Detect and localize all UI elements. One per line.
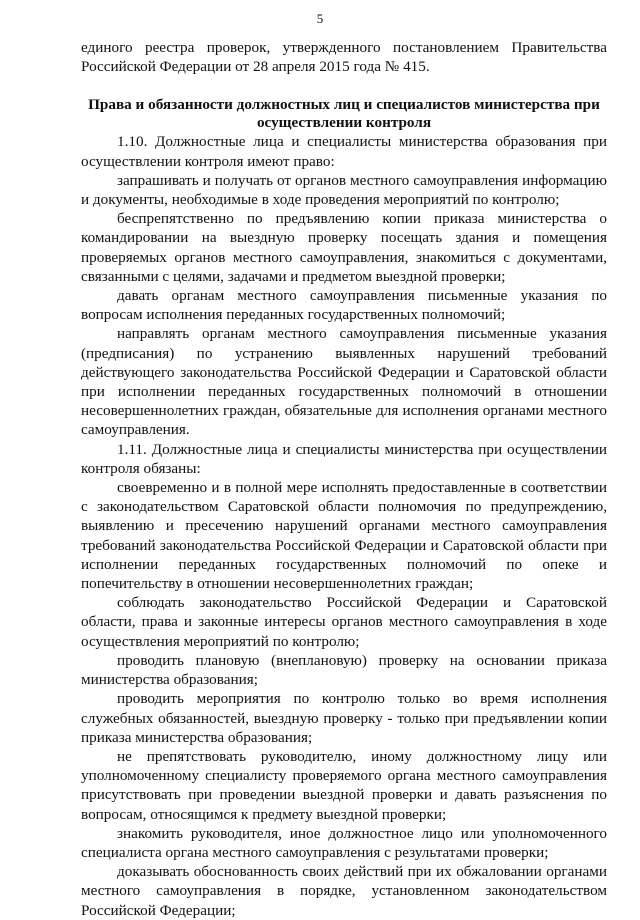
page-number: 5 [316, 11, 324, 26]
section-title: Права и обязанности должностных лиц и специалистов министерства при осуществлении контроля [88, 96, 600, 132]
duties-item: своевременно и в полной мере исполнять предоставленные в соответствии с законодательством Саратовской области полномочия по предупреждению, выявлению и пресечению нарушений органами местного самоуправления требований законодательства Российской Федерации и Саратовской области при исполнении переданных государственных полномочий по опеке и попечительству в отношении несовершеннолетних граждан; [81, 479, 607, 593]
duties-item: знакомить руководителя, иное должностное лицо или уполномоченного специалиста органа местного самоуправления с результатами проверки; [81, 824, 607, 861]
duties-heading: 1.11. Должностные лица и специалисты министерства при осуществлении контроля обязаны: [81, 440, 607, 477]
rights-heading: 1.10. Должностные лица и специалисты министерства образования при осуществлении контроля имеют право: [81, 133, 607, 170]
duties-item: соблюдать законодательство Российской Федерации и Саратовской области, права и законные интересы органов местного самоуправления в ходе осуществления мероприятий по контролю; [81, 594, 607, 650]
intro-paragraph: единого реестра проверок, утвержденного постановлением Правительства Российской Федерации от 28 апреля 2015 года № 415. [81, 39, 607, 76]
duties-item: не препятствовать руководителю, иному должностному лицу или уполномоченному специалисту проверяемого органа местного самоуправления присутствовать при проведении выездной проверки и давать разъяснения по вопросам, относящимся к предмету выездной проверки; [81, 747, 607, 823]
duties-item: проводить плановую (внеплановую) проверку на основании приказа министерства образования; [81, 651, 607, 689]
rights-item: запрашивать и получать от органов местного самоуправления информацию и документы, необходимые в ходе проведения мероприятий по контролю; [81, 171, 607, 209]
rights-item: беспрепятственно по предъявлению копии приказа министерства о командировании на выездную проверку посещать здания и помещения проверяемых органов местного самоуправления, знакомиться с документами, связанными с целями, задачами и предметом выездной проверки; [81, 210, 607, 285]
document-body [81, 38, 607, 920]
duties-item: доказывать обоснованность своих действий при их обжаловании органами местного самоуправления в порядке, установленном законодательством Российской Федерации; [81, 863, 607, 919]
rights-item: направлять органам местного самоуправления письменные указания (предписания) по устранению выявленных нарушений требований действующего законодательства Российской Федерации и Саратовской области при исполнении переданных государственных полномочий в отношении несовершеннолетних граждан, обязательные для исполнения органами местного самоуправления. [81, 325, 607, 439]
rights-item: давать органам местного самоуправления письменные указания по вопросам исполнения переданных государственных полномочий; [81, 287, 607, 324]
duties-item: проводить мероприятия по контролю только во время исполнения служебных обязанностей, выездную проверку - только при предъявлении копии приказа министерства образования; [81, 690, 607, 746]
